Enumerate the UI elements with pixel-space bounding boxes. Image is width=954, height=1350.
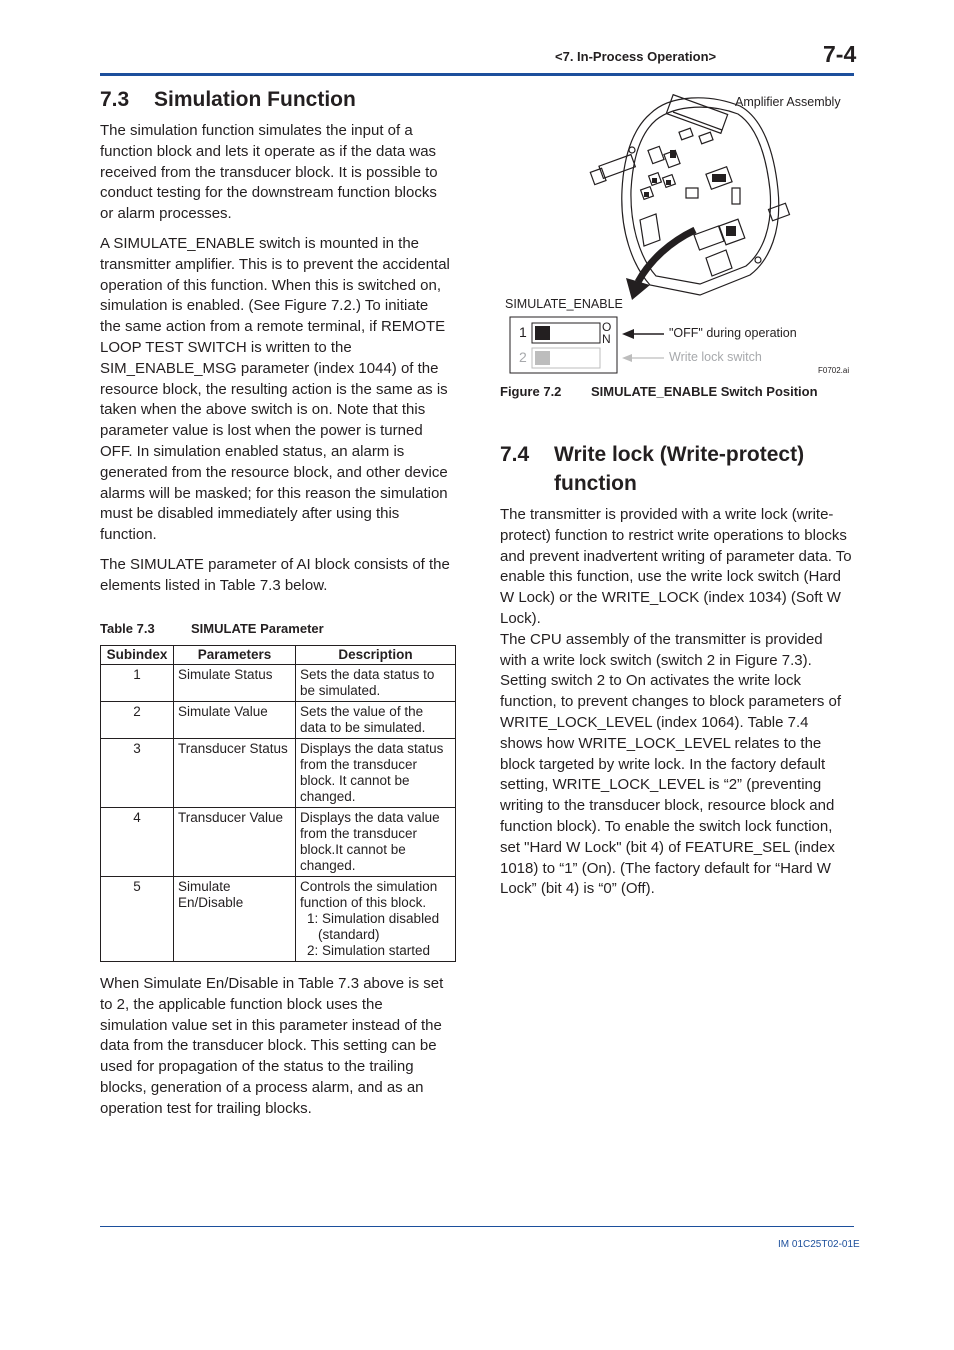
section-number: 7.4 [500, 443, 530, 466]
subindex-cell: 5 [101, 877, 174, 962]
table-header-row [101, 646, 456, 665]
parameter-cell: Transducer Status [174, 739, 296, 808]
table-row [101, 702, 456, 739]
paragraph: The transmitter is provided with a write lock (write-protect) function to restrict write operations to blocks and prevent inadvertent writing of parameter data. To enable this function, use the write lock switch (Hard W Lock) or the WRITE_LOCK (index 1034) (Soft W Lock). [500, 506, 852, 627]
subindex-cell: 2 [101, 702, 174, 739]
column-header: Description [296, 646, 456, 665]
simulate-enable-label: SIMULATE_ENABLE [505, 297, 623, 311]
subindex-cell: 4 [101, 808, 174, 877]
switch-2-number: 2 [519, 349, 527, 365]
amplifier-assembly-label: Amplifier Assembly [735, 95, 841, 109]
description-cell: Displays the data status from the transducer block. It cannot be changed. [296, 739, 456, 808]
table-row [101, 665, 456, 702]
column-header: Parameters [174, 646, 296, 665]
parameter-cell: Transducer Value [174, 808, 296, 877]
running-header-chapter: <7. In-Process Operation> [555, 49, 717, 64]
table-row [101, 739, 456, 808]
figure-label: Figure 7.2 [500, 384, 562, 399]
description-cell: Sets the data status to be simulated. [296, 665, 456, 702]
document-code: IM 01C25T02-01E [778, 1239, 860, 1250]
off-during-operation-label: "OFF" during operation [669, 326, 797, 340]
description-cell: Displays the data value from the transducer block.It cannot be changed. [296, 808, 456, 877]
figure-file-reference: F0702.ai [818, 366, 850, 375]
on-indicator-o: O [602, 320, 612, 334]
table-row [101, 808, 456, 877]
subindex-cell: 3 [101, 739, 174, 808]
simulate-parameter-table [100, 645, 456, 962]
section-7-3-body [100, 121, 452, 597]
paragraph: A SIMULATE_ENABLE switch is mounted in the transmitter amplifier. This is to prevent the accidental operation of this function. When this is switched on, simulation is enabled. (See Figure 7.2.) To initiate the same action from a remote terminal, if REMOTE LOOP TEST SWITCH is written to the SIM_ENABLE_MSG parameter (index 1044) of the resource block, the resulting action is the same as is taken when the above switch is on. Note that this parameter value is lost when the power is turned OFF. In simulation enabled status, an alarm is generated from the resource block, and other device alarms will be masked; for this reason the simulation must be disabled immediately after using this function. [100, 234, 450, 544]
on-indicator-n: N [602, 332, 611, 346]
column-header: Subindex [101, 646, 174, 665]
section-heading-7-3 [100, 85, 460, 115]
description-option: (standard) [318, 927, 380, 942]
paragraph: The CPU assembly of the transmitter is provided with a write lock switch (switch 2 in Figure 7.3). Setting switch 2 to On activates the write lock function, to prevent changes to block parameters of WRITE_LOCK_LEVEL (index 1064). Table 7.4 shows how WRITE_LOCK_LEVEL relates to the block targeted by write lock. In the factory default setting, WRITE_LOCK_LEVEL is “2” (preventing writing to the transducer block, resource block and function block). To enable the switch lock function, set "Hard W Lock" (bit 4) of FEATURE_SEL (index 1018) to “1” (On). (The factory default for “Hard W Lock” (bit 4) is “0” (Off). [500, 630, 842, 898]
parameter-cell: Simulate En/Disable [174, 877, 296, 962]
section-7-4-body [500, 505, 852, 900]
table-title: SIMULATE Parameter [191, 621, 324, 636]
section-7-3-after-table [100, 974, 452, 1120]
paragraph: When Simulate En/Disable in Table 7.3 above is set to 2, the applicable function block uses the simulation value set in this parameter instead of the data from the transducer block. This setting can be used for propagation of the status to the trailing blocks, generation of a process alarm, and as an operation test for trailing blocks. [100, 975, 444, 1117]
table-label: Table 7.3 [100, 621, 155, 636]
footer-rule [100, 1226, 854, 1227]
subindex-cell: 1 [101, 665, 174, 702]
description-cell [296, 877, 456, 962]
description-option: 2: Simulation started [307, 943, 431, 958]
parameter-cell: Simulate Value [174, 702, 296, 739]
page-number: 7-4 [823, 41, 857, 67]
section-title: Write lock (Write-protect) function [554, 443, 805, 495]
switch-1-number: 1 [519, 324, 527, 340]
parameter-cell: Simulate Status [174, 665, 296, 702]
table-row [101, 877, 456, 962]
section-title: Simulation Function [154, 88, 356, 111]
description-option: 1: Simulation disabled [307, 911, 440, 926]
section-number: 7.3 [100, 88, 130, 111]
description-text: Controls the simulation function of this block. [300, 879, 438, 910]
figure-title: SIMULATE_ENABLE Switch Position [591, 384, 818, 399]
write-lock-switch-label: Write lock switch [669, 350, 762, 364]
paragraph: The simulation function simulates the input of a function block and lets it operate as if the data was received from the transducer block. It is possible to conduct testing for the downstream function blocks or alarm processes. [100, 122, 438, 223]
section-heading-7-4 [500, 440, 854, 500]
paragraph: The SIMULATE parameter of AI block consists of the elements listed in Table 7.3 below. [100, 555, 450, 594]
header-rule [100, 73, 854, 76]
figure-7-2 [500, 90, 854, 380]
description-cell: Sets the value of the data to be simulated. [296, 702, 456, 739]
